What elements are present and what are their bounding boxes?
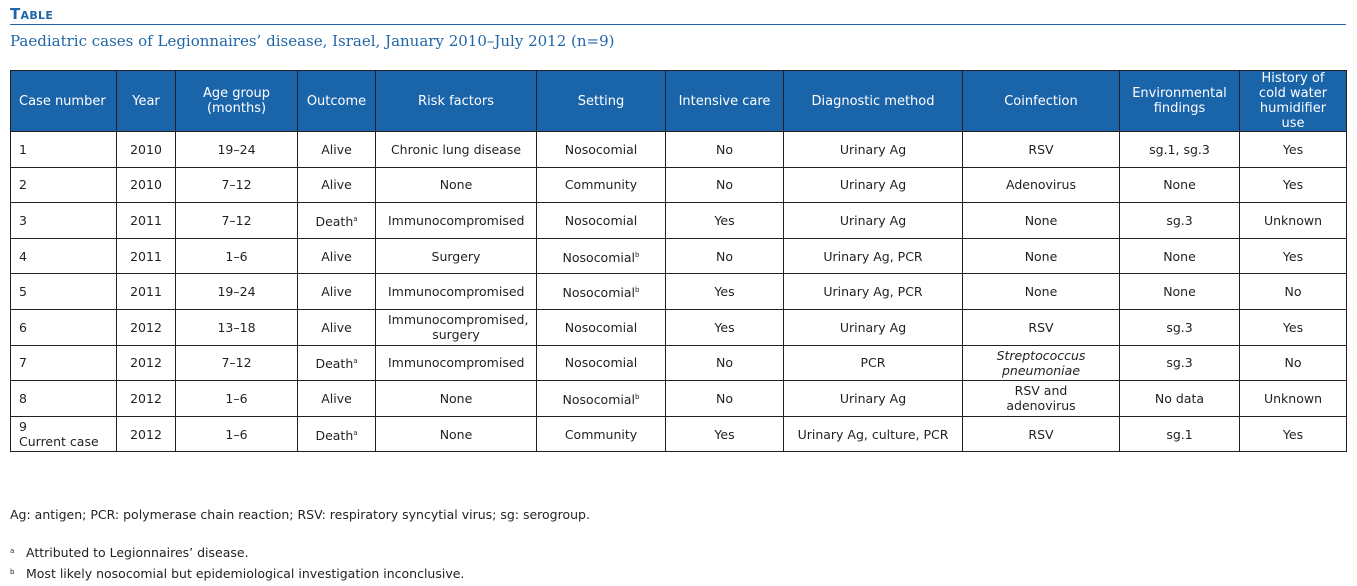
cell-setting xyxy=(537,274,666,310)
cell-diagnostic-method xyxy=(784,132,963,168)
cell-risk-factors-text xyxy=(388,213,524,228)
footnote-text: Attributed to Legionnaires’ disease. xyxy=(26,545,249,560)
cell-age-group-value: 1–6 xyxy=(225,390,248,406)
cell-environmental-findings xyxy=(1120,345,1240,381)
cell-risk-factors xyxy=(376,416,537,452)
cell-year-value: 2010 xyxy=(130,177,162,193)
cell-age-group-value: 19–24 xyxy=(217,141,256,157)
cell-environmental-findings-value: sg.1, sg.3 xyxy=(1149,141,1210,157)
cell-coinfection-value: RSV xyxy=(1028,141,1054,157)
cell-outcome xyxy=(298,416,376,452)
cell-risk-factors xyxy=(376,167,537,203)
cell-coinfection-value: None xyxy=(1024,248,1058,264)
cell-diagnostic-method xyxy=(784,238,963,274)
cell-coinfection xyxy=(963,381,1120,417)
cell-age-group-value: 7–12 xyxy=(221,177,252,193)
cell-case-number-value: 9 xyxy=(19,419,27,435)
cell-outcome xyxy=(298,274,376,310)
table-row xyxy=(11,345,1347,381)
cell-case-number xyxy=(11,203,117,239)
cell-case-number xyxy=(11,274,117,310)
footnote-marker: a xyxy=(353,428,358,437)
cell-coinfection xyxy=(963,416,1120,452)
cell-risk-factors-text xyxy=(388,142,524,157)
cell-intensive-care-value: No xyxy=(716,141,733,157)
cell-outcome xyxy=(298,238,376,274)
cell-coinfection-value: Adenovirus xyxy=(1006,177,1076,193)
cell-year xyxy=(117,345,176,381)
cell-diagnostic-method xyxy=(784,416,963,452)
cell-diagnostic-method-value: Urinary Ag xyxy=(839,212,907,228)
col-header-risk-factors: Risk factors xyxy=(376,71,537,132)
cell-outcome-value: Alive xyxy=(321,177,352,193)
cell-year xyxy=(117,309,176,345)
cell-intensive-care-value: No xyxy=(716,355,733,371)
cell-risk-factors xyxy=(376,309,537,345)
cell-risk-factors-text xyxy=(388,177,524,192)
cell-diagnostic-method-value: Urinary Ag xyxy=(839,390,907,406)
cell-setting-value: Nosocomial xyxy=(562,391,635,407)
cell-environmental-findings-value: sg.1 xyxy=(1166,426,1193,442)
cell-coinfection-value: None xyxy=(1024,212,1058,228)
cell-humidifier-history xyxy=(1240,238,1347,274)
col-header-year: Year xyxy=(117,71,176,132)
cell-intensive-care xyxy=(666,416,784,452)
cell-age-group xyxy=(176,274,298,310)
footnote-b xyxy=(10,566,464,581)
cell-coinfection-text xyxy=(991,427,1091,442)
cell-age-group xyxy=(176,345,298,381)
footnote-a xyxy=(10,545,249,560)
cell-year xyxy=(117,416,176,452)
cell-setting-value: Community xyxy=(564,426,638,442)
cell-intensive-care-value: No xyxy=(716,177,733,193)
col-header-environmental-findings xyxy=(1120,71,1240,132)
cell-humidifier-history xyxy=(1240,167,1347,203)
cell-coinfection-value: RSV xyxy=(1028,319,1054,335)
cell-year xyxy=(117,381,176,417)
cell-diagnostic-method-value: Urinary Ag xyxy=(839,319,907,335)
cell-coinfection xyxy=(963,345,1120,381)
cell-year-value: 2011 xyxy=(130,284,162,300)
cell-risk-factors xyxy=(376,381,537,417)
cell-intensive-care xyxy=(666,203,784,239)
cell-risk-factors-text xyxy=(388,312,529,343)
cell-outcome-value: Alive xyxy=(321,390,352,406)
cell-setting xyxy=(537,416,666,452)
cell-case-number xyxy=(11,132,117,168)
cell-setting-value: Community xyxy=(564,177,638,193)
cell-coinfection-value: None xyxy=(1024,284,1058,300)
table-row xyxy=(11,274,1347,310)
cell-intensive-care xyxy=(666,167,784,203)
cell-year-value: 2011 xyxy=(130,248,162,264)
cell-risk-factors xyxy=(376,132,537,168)
cell-risk-factors-text xyxy=(388,355,524,370)
cell-diagnostic-method xyxy=(784,309,963,345)
cell-coinfection-value: RSV and adenovirus xyxy=(1006,383,1076,414)
cell-diagnostic-method-value: Urinary Ag xyxy=(839,177,907,193)
cell-setting-value: Nosocomial xyxy=(564,141,638,157)
cell-risk-factors xyxy=(376,238,537,274)
cell-year-value: 2012 xyxy=(130,355,162,371)
cell-intensive-care-value: Yes xyxy=(714,212,735,228)
cell-humidifier-history-value: No xyxy=(1284,284,1302,300)
cell-outcome-value: Alive xyxy=(321,141,352,157)
cell-setting-value: Nosocomial xyxy=(564,212,638,228)
cell-outcome-value: Death xyxy=(315,356,354,372)
cell-setting xyxy=(537,381,666,417)
cell-intensive-care xyxy=(666,274,784,310)
cell-setting xyxy=(537,132,666,168)
table-row xyxy=(11,309,1347,345)
cell-humidifier-history-value: Unknown xyxy=(1263,390,1323,406)
cell-environmental-findings xyxy=(1120,309,1240,345)
col-header-diagnostic-method: Diagnostic method xyxy=(784,71,963,132)
cell-risk-factors-text xyxy=(388,284,524,299)
cell-setting xyxy=(537,238,666,274)
cell-risk-factors-value: Chronic lung disease xyxy=(390,141,522,157)
cell-environmental-findings-value: No data xyxy=(1154,390,1205,406)
cell-environmental-findings-value: sg.3 xyxy=(1166,319,1193,335)
cell-risk-factors-text xyxy=(388,391,524,406)
cell-environmental-findings-value: sg.3 xyxy=(1166,212,1193,228)
current-case-note: Current case xyxy=(19,434,99,450)
cell-environmental-findings xyxy=(1120,203,1240,239)
cell-coinfection-text xyxy=(991,348,1091,378)
cell-humidifier-history-value: Yes xyxy=(1282,141,1304,157)
cell-risk-factors-value: Immunocompromised xyxy=(388,212,525,228)
cell-coinfection-text xyxy=(991,177,1091,192)
cell-outcome xyxy=(298,203,376,239)
cell-year xyxy=(117,167,176,203)
col-header-humidifier-history xyxy=(1240,71,1347,132)
cell-risk-factors-text xyxy=(388,427,524,442)
cell-case-number-value: 8 xyxy=(19,390,27,406)
cell-coinfection xyxy=(963,167,1120,203)
cell-intensive-care xyxy=(666,345,784,381)
cell-coinfection xyxy=(963,274,1120,310)
cell-intensive-care xyxy=(666,238,784,274)
cell-intensive-care-value: Yes xyxy=(714,426,735,442)
cell-age-group xyxy=(176,381,298,417)
cell-environmental-findings-value: sg.3 xyxy=(1166,355,1193,371)
cell-risk-factors-value: None xyxy=(439,426,473,442)
cell-humidifier-history-value: Yes xyxy=(1282,426,1304,442)
cell-setting xyxy=(537,167,666,203)
cell-outcome-value: Alive xyxy=(321,319,352,335)
cell-year-value: 2012 xyxy=(130,319,162,335)
cell-case-number xyxy=(11,309,117,345)
cell-coinfection-text xyxy=(991,320,1091,335)
cell-humidifier-history xyxy=(1240,132,1347,168)
cell-outcome xyxy=(298,132,376,168)
cell-risk-factors-value: None xyxy=(439,390,473,406)
col-header-coinfection: Coinfection xyxy=(963,71,1120,132)
cell-age-group xyxy=(176,416,298,452)
cell-year-value: 2010 xyxy=(130,141,162,157)
footnote-marker: b xyxy=(635,392,640,401)
cell-case-number xyxy=(11,416,117,452)
table-row xyxy=(11,238,1347,274)
table-body xyxy=(11,132,1347,452)
col-header-intensive-care: Intensive care xyxy=(666,71,784,132)
cell-outcome xyxy=(298,309,376,345)
col-header-humidifier-history-text: History of cold water humidifier use xyxy=(1258,71,1328,131)
cell-humidifier-history-value: Yes xyxy=(1282,177,1304,193)
cell-coinfection xyxy=(963,309,1120,345)
cell-environmental-findings xyxy=(1120,381,1240,417)
table-row xyxy=(11,416,1347,452)
cell-case-number-value: 6 xyxy=(19,319,27,335)
cell-coinfection xyxy=(963,203,1120,239)
footnote-marker: a xyxy=(353,357,358,366)
cell-risk-factors-text xyxy=(388,249,524,264)
cell-case-number-value: 5 xyxy=(19,284,27,300)
table-row xyxy=(11,132,1347,168)
cell-year-value: 2012 xyxy=(130,426,162,442)
table-heading-label: Table xyxy=(10,5,54,23)
cell-humidifier-history xyxy=(1240,203,1347,239)
cell-coinfection-text xyxy=(991,383,1091,413)
col-header-case-number: Case number xyxy=(11,71,117,132)
cell-outcome-value: Alive xyxy=(321,284,352,300)
cell-setting-value: Nosocomial xyxy=(562,249,635,265)
cell-coinfection-text xyxy=(991,213,1091,228)
cell-diagnostic-method xyxy=(784,381,963,417)
abbreviations-note: Ag: antigen; PCR: polymerase chain reaction; RSV: respiratory syncytial virus; sg: serogroup. xyxy=(10,507,590,522)
cell-age-group xyxy=(176,167,298,203)
cell-coinfection-value: RSV xyxy=(1028,426,1054,442)
cell-environmental-findings xyxy=(1120,274,1240,310)
footnote-marker: a xyxy=(353,214,358,223)
cell-humidifier-history-value: Yes xyxy=(1282,319,1304,335)
cell-diagnostic-method-value: Urinary Ag, culture, PCR xyxy=(797,426,949,442)
table-caption: Paediatric cases of Legionnaires’ disease, Israel, January 2010–July 2012 (n=9) xyxy=(10,32,615,50)
cell-humidifier-history xyxy=(1240,416,1347,452)
cell-age-group xyxy=(176,203,298,239)
cell-intensive-care-value: Yes xyxy=(714,319,735,335)
cell-case-number-value: 3 xyxy=(19,212,27,228)
cell-age-group xyxy=(176,309,298,345)
cell-setting xyxy=(537,309,666,345)
col-header-setting: Setting xyxy=(537,71,666,132)
cell-year-value: 2011 xyxy=(130,212,162,228)
footnote-marker: b xyxy=(635,286,640,295)
cell-risk-factors-value: Immunocompromised, surgery xyxy=(388,312,529,343)
cell-risk-factors-value: Immunocompromised xyxy=(388,284,525,300)
cell-case-number xyxy=(11,381,117,417)
cell-age-group-value: 19–24 xyxy=(217,284,256,300)
cell-intensive-care xyxy=(666,309,784,345)
col-header-outcome: Outcome xyxy=(298,71,376,132)
cell-age-group-value: 13–18 xyxy=(217,319,256,335)
cell-coinfection-text xyxy=(991,142,1091,157)
cell-age-group xyxy=(176,238,298,274)
cell-intensive-care-value: No xyxy=(716,248,733,264)
cell-outcome-value: Death xyxy=(315,213,354,229)
cell-diagnostic-method xyxy=(784,345,963,381)
cell-environmental-findings-value: None xyxy=(1163,177,1196,193)
cell-humidifier-history xyxy=(1240,381,1347,417)
cell-risk-factors-value: None xyxy=(439,177,473,193)
cell-outcome-value: Alive xyxy=(321,248,352,264)
cell-diagnostic-method xyxy=(784,203,963,239)
cell-case-number-value: 7 xyxy=(19,355,27,371)
footnote-mark: b xyxy=(10,568,15,576)
header-row xyxy=(11,71,1347,132)
cell-diagnostic-method-value: Urinary Ag, PCR xyxy=(823,284,923,300)
cell-diagnostic-method xyxy=(784,167,963,203)
cell-year xyxy=(117,203,176,239)
cell-year xyxy=(117,132,176,168)
cell-coinfection-text xyxy=(991,249,1091,264)
cell-coinfection-value: Streptococcus pneumoniae xyxy=(996,347,1086,378)
cell-case-number xyxy=(11,238,117,274)
cell-environmental-findings xyxy=(1120,238,1240,274)
cell-age-group-value: 7–12 xyxy=(221,212,252,228)
cell-environmental-findings xyxy=(1120,416,1240,452)
cell-case-number-value: 1 xyxy=(19,141,27,157)
cell-environmental-findings xyxy=(1120,167,1240,203)
footnote-text: Most likely nosocomial but epidemiological investigation inconclusive. xyxy=(26,566,465,581)
cell-year xyxy=(117,274,176,310)
cell-case-number-value: 2 xyxy=(19,177,27,193)
table-row xyxy=(11,203,1347,239)
cell-diagnostic-method-value: Urinary Ag, PCR xyxy=(823,248,923,264)
cell-environmental-findings-value: None xyxy=(1163,248,1196,264)
cell-age-group-value: 1–6 xyxy=(225,248,248,264)
cell-intensive-care-value: No xyxy=(716,390,733,406)
cell-risk-factors-value: Immunocompromised xyxy=(388,355,525,371)
table-row xyxy=(11,167,1347,203)
cell-age-group xyxy=(176,132,298,168)
cell-risk-factors xyxy=(376,274,537,310)
col-header-age-group-text: Age group (months) xyxy=(202,86,271,116)
cell-outcome xyxy=(298,381,376,417)
cell-year xyxy=(117,238,176,274)
cell-diagnostic-method xyxy=(784,274,963,310)
cell-risk-factors-value: Surgery xyxy=(431,248,481,264)
cell-case-number xyxy=(11,167,117,203)
cell-diagnostic-method-value: Urinary Ag xyxy=(839,141,907,157)
cell-humidifier-history xyxy=(1240,309,1347,345)
cell-outcome xyxy=(298,345,376,381)
cell-coinfection xyxy=(963,238,1120,274)
cell-risk-factors xyxy=(376,203,537,239)
cell-coinfection-text xyxy=(991,284,1091,299)
table-heading xyxy=(10,5,1346,25)
cell-case-number xyxy=(11,345,117,381)
cell-humidifier-history-value: Yes xyxy=(1282,248,1304,264)
col-header-environmental-findings-text: Environmental findings xyxy=(1132,86,1227,116)
cell-environmental-findings xyxy=(1120,132,1240,168)
cell-humidifier-history-value: No xyxy=(1284,355,1302,371)
cell-intensive-care xyxy=(666,132,784,168)
cell-risk-factors xyxy=(376,345,537,381)
cell-setting-value: Nosocomial xyxy=(564,319,638,335)
cases-table xyxy=(10,70,1347,452)
col-header-age-group xyxy=(176,71,298,132)
cell-outcome-value: Death xyxy=(315,427,354,443)
cell-diagnostic-method-value: PCR xyxy=(860,355,886,371)
cell-environmental-findings-value: None xyxy=(1163,284,1196,300)
cell-age-group-value: 1–6 xyxy=(225,426,248,442)
cell-intensive-care xyxy=(666,381,784,417)
footnote-marker: b xyxy=(635,250,640,259)
cell-outcome xyxy=(298,167,376,203)
cell-coinfection xyxy=(963,132,1120,168)
cell-year-value: 2012 xyxy=(130,390,162,406)
table-row xyxy=(11,381,1347,417)
cell-humidifier-history xyxy=(1240,274,1347,310)
cell-intensive-care-value: Yes xyxy=(714,284,735,300)
cell-setting xyxy=(537,203,666,239)
cell-setting xyxy=(537,345,666,381)
footnote-mark: a xyxy=(10,547,15,555)
cell-humidifier-history xyxy=(1240,345,1347,381)
cell-case-number-value: 4 xyxy=(19,248,27,264)
cell-humidifier-history-value: Unknown xyxy=(1263,212,1323,228)
cell-setting-value: Nosocomial xyxy=(564,355,638,371)
cell-setting-value: Nosocomial xyxy=(562,285,635,301)
cell-age-group-value: 7–12 xyxy=(221,355,252,371)
